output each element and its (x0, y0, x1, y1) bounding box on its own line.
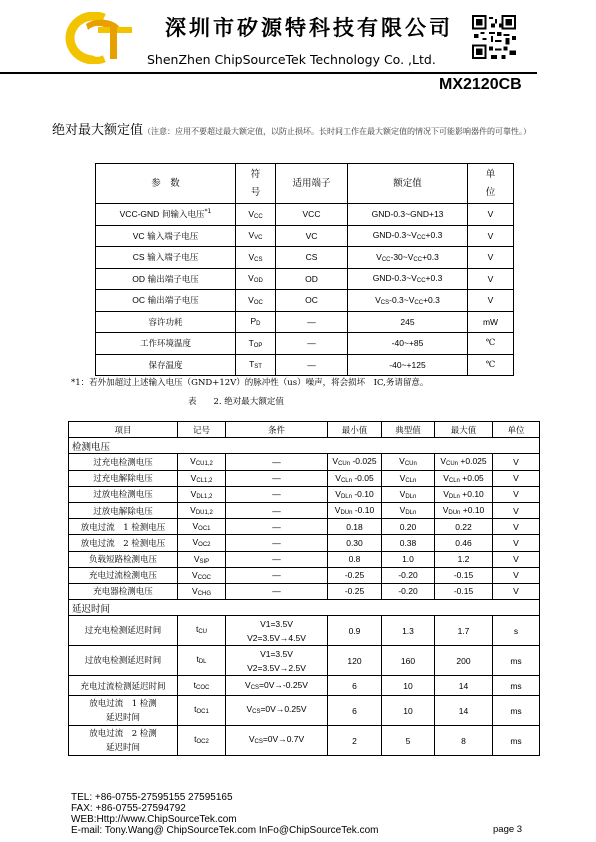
rating-cell: GND-0.3~GND+13 (348, 204, 468, 226)
footer-tel: TEL: +86-0755-27595155 27595165 (71, 792, 233, 803)
pin-cell: — (276, 311, 348, 333)
min-cell: 2 (328, 726, 382, 756)
section-row (69, 438, 540, 454)
header-item: 项目 (69, 422, 178, 438)
table-header-row (96, 164, 514, 204)
table-row (96, 204, 514, 226)
table-row (69, 551, 540, 567)
table-row (69, 535, 540, 551)
rating-cell: $V_{CC}-30\sim V_{CC}+0.3$ (348, 247, 468, 269)
unit-cell: V (493, 535, 540, 551)
table-row (69, 470, 540, 486)
min-cell: 0.9 (328, 616, 382, 646)
table-row (96, 333, 514, 355)
detect-voltage-rows (69, 454, 540, 600)
max-cell: -0.15 (435, 583, 493, 599)
param-cell: 容许功耗 (96, 311, 236, 333)
rating-cell: -40~+85 (348, 333, 468, 355)
condition-cell: $V_{CS}=0V\to-0.25V$ (226, 676, 328, 696)
footer-fax: FAX: +86-0755-27594792 (71, 803, 186, 814)
typ-cell: 1.3 (382, 616, 435, 646)
item-cell: 放电过流 2 检测 延迟时间 (69, 726, 178, 756)
unit-cell: ms (493, 646, 540, 676)
unit-cell: V (493, 583, 540, 599)
condition-cell: — (226, 519, 328, 535)
symbol-cell: $V_{OC2}$ (178, 535, 226, 551)
unit-cell: V (468, 247, 514, 269)
symbol-cell: $V_{CU1,2}$ (178, 454, 226, 470)
unit-cell: V (493, 551, 540, 567)
param-cell: 保存温度 (96, 354, 236, 376)
header-typ: 典型值 (382, 422, 435, 438)
table-row (69, 567, 540, 583)
min-cell: $V_{DLn}$ -0.10 (328, 486, 382, 502)
symbol-cell: $V_{CC}$ (236, 204, 276, 226)
footnote: *1：若外加超过上述输入电压（GND+12V）的脉冲性（us）噪声，将会损坏 IC,务请留意。 (71, 378, 429, 388)
min-cell: 0.30 (328, 535, 382, 551)
footer-email[interactable]: E-mail: Tony.Wang@ ChipSourceTek.com InFo@ChipSourceTek.com (71, 825, 379, 836)
param-cell: CS 输入端子电压 (96, 247, 236, 269)
symbol-cell: $t_{OC1}$ (178, 696, 226, 726)
pin-cell: — (276, 333, 348, 355)
rating-cell: 245 (348, 311, 468, 333)
typ-cell: $V_{DLn}$ (382, 502, 435, 518)
pin-cell: VCC (276, 204, 348, 226)
rating-cell: GND-$0.3\sim V_{CC}+0.3$ (348, 268, 468, 290)
pin-cell: OC (276, 290, 348, 312)
typ-cell: 0.38 (382, 535, 435, 551)
header-max: 最大值 (435, 422, 493, 438)
typ-cell: -0.20 (382, 567, 435, 583)
unit-cell: V (468, 290, 514, 312)
item-cell: 过充电解除电压 (69, 470, 178, 486)
pin-cell: — (276, 354, 348, 376)
header-unit: 单位 (493, 422, 540, 438)
unit-cell: V (468, 268, 514, 290)
symbol-cell: $T_{OP}$ (236, 333, 276, 355)
typ-cell: 10 (382, 676, 435, 696)
condition-cell: $V_{CS}=0V\to 0.25V$ (226, 696, 328, 726)
unit-cell: V (493, 454, 540, 470)
param-cell: OC 输出端子电压 (96, 290, 236, 312)
unit-cell: V (468, 204, 514, 226)
condition-cell: $V_{CS}=0V\to 0.7V$ (226, 726, 328, 756)
min-cell: $V_{DUn}$ -0.10 (328, 502, 382, 518)
section-title (52, 119, 532, 141)
max-cell: 14 (435, 676, 493, 696)
condition-cell: — (226, 486, 328, 502)
item-cell: 过放电检测延迟时间 (69, 646, 178, 676)
table-row (69, 676, 540, 696)
abs-max-title: 绝对最大额定值 (52, 123, 144, 138)
table-row (96, 225, 514, 247)
table-header-row (69, 422, 540, 438)
table-row (96, 247, 514, 269)
min-cell: -0.25 (328, 583, 382, 599)
pin-cell: CS (276, 247, 348, 269)
symbol-cell: $V_{OC1}$ (178, 519, 226, 535)
footer-web[interactable]: WEB:Http://www.ChipSourceTek.com (71, 814, 237, 825)
max-cell: 1.2 (435, 551, 493, 567)
typ-cell: $V_{DLn}$ (382, 486, 435, 502)
min-cell: -0.25 (328, 567, 382, 583)
unit-cell: V (493, 502, 540, 518)
section-row (69, 600, 540, 616)
symbol-cell: $V_{CL1,2}$ (178, 470, 226, 486)
param-cell: VCC-GND 间输入电压$^{*1}$ (96, 204, 236, 226)
item-cell: 放电过流 2 检测电压 (69, 535, 178, 551)
typ-cell: 160 (382, 646, 435, 676)
abs-max-note: （注意：应用不要超过最大额定值，以防止损坏。长时间工作在最大额定值的情况下可能影响器件的可靠性。） (143, 127, 532, 136)
item-cell: 充电过流检测电压 (69, 567, 178, 583)
symbol-cell: $V_{COC}$ (178, 567, 226, 583)
symbol-cell: $V_{VC}$ (236, 225, 276, 247)
table-row (69, 502, 540, 518)
unit-cell: V (493, 519, 540, 535)
condition-cell: — (226, 567, 328, 583)
condition-cell: — (226, 454, 328, 470)
min-cell: 6 (328, 696, 382, 726)
max-cell: 1.7 (435, 616, 493, 646)
symbol-cell: $V_{DU1,2}$ (178, 502, 226, 518)
typ-cell: $V_{CLn}$ (382, 470, 435, 486)
symbol-cell: $V_{OD}$ (236, 268, 276, 290)
unit-cell: ms (493, 676, 540, 696)
company-name-cn: 深圳市矽源特科技有限公司 (165, 15, 453, 40)
table-row (69, 616, 540, 646)
item-cell: 放电过流 1 检测电压 (69, 519, 178, 535)
pin-cell: VC (276, 225, 348, 247)
item-cell: 过充电检测电压 (69, 454, 178, 470)
condition-cell: V1=3.5V V2=3.5V→2.5V (226, 646, 328, 676)
unit-cell: V (468, 225, 514, 247)
min-cell: 0.18 (328, 519, 382, 535)
typ-cell: -0.20 (382, 583, 435, 599)
symbol-cell: $t_{DL}$ (178, 646, 226, 676)
table-row (96, 268, 514, 290)
item-cell: 过放电检测电压 (69, 486, 178, 502)
param-cell: VC 输入端子电压 (96, 225, 236, 247)
symbol-cell: $t_{OC2}$ (178, 726, 226, 756)
min-cell: 6 (328, 676, 382, 696)
typ-cell: 0.20 (382, 519, 435, 535)
unit-cell: ms (493, 696, 540, 726)
max-cell: 0.46 (435, 535, 493, 551)
header-unit: 单 位 (468, 164, 514, 204)
unit-cell: ms (493, 726, 540, 756)
pin-cell: OD (276, 268, 348, 290)
symbol-cell: $V_{OC}$ (236, 290, 276, 312)
rating-cell: $V_{CS}-0.3\sim V_{CC}+0.3$ (348, 290, 468, 312)
typ-cell: 10 (382, 696, 435, 726)
header-param: 参 数 (96, 164, 236, 204)
table-row (96, 311, 514, 333)
section-delay-time: 延迟时间 (69, 600, 540, 616)
table-row (69, 454, 540, 470)
unit-cell: mW (468, 311, 514, 333)
rating-cell: GND-$0.3\sim V_{CC}+0.3$ (348, 225, 468, 247)
max-cell: $V_{CLn} +0.05$ (435, 470, 493, 486)
unit-cell: s (493, 616, 540, 646)
symbol-cell: $V_{DL1,2}$ (178, 486, 226, 502)
min-cell: 0.8 (328, 551, 382, 567)
header-condition: 条件 (226, 422, 328, 438)
table-row (69, 696, 540, 726)
model-number: MX2120CB (439, 76, 522, 93)
symbol-cell: $P_D$ (236, 311, 276, 333)
symbol-cell: $t_{COC}$ (178, 676, 226, 696)
header-symbol: 符 号 (236, 164, 276, 204)
table-row (69, 726, 540, 756)
max-cell: 14 (435, 696, 493, 726)
condition-cell: V1=3.5V V2=3.5V→4.5V (226, 616, 328, 646)
symbol-cell: $V_{CS}$ (236, 247, 276, 269)
unit-cell: ℃ (468, 354, 514, 376)
condition-cell: — (226, 470, 328, 486)
unit-cell: V (493, 567, 540, 583)
item-cell: 放电过流 1 检测 延迟时间 (69, 696, 178, 726)
item-cell: 充电过流检测延迟时间 (69, 676, 178, 696)
abs-max-table (95, 163, 514, 376)
max-cell: 0.22 (435, 519, 493, 535)
max-cell: $V_{DUn} +0.10$ (435, 502, 493, 518)
table-caption: 表 2. 绝对最大额定值 (188, 397, 284, 407)
typ-cell: $V_{CUn}$ (382, 454, 435, 470)
max-cell: 200 (435, 646, 493, 676)
header-pin: 适用端子 (276, 164, 348, 204)
max-cell: -0.15 (435, 567, 493, 583)
unit-cell: ℃ (468, 333, 514, 355)
param-cell: 工作环境温度 (96, 333, 236, 355)
symbol-cell: $t_{CU}$ (178, 616, 226, 646)
unit-cell: V (493, 470, 540, 486)
min-cell: 120 (328, 646, 382, 676)
condition-cell: — (226, 502, 328, 518)
max-cell: 8 (435, 726, 493, 756)
item-cell: 负载短路检测电压 (69, 551, 178, 567)
company-name-en: ShenZhen ChipSourceTek Technology Co. ,Ltd. (147, 52, 436, 67)
header-symbol: 记号 (178, 422, 226, 438)
param-cell: OD 输出端子电压 (96, 268, 236, 290)
unit-cell: V (493, 486, 540, 502)
company-logo (64, 12, 134, 64)
page-number: page 3 (493, 824, 523, 835)
max-cell: $V_{CUn} +0.025$ (435, 454, 493, 470)
symbol-cell: $T_{ST}$ (236, 354, 276, 376)
min-cell: $V_{CUn}$ -0.025 (328, 454, 382, 470)
header-rating: 额定值 (348, 164, 468, 204)
item-cell: 过放电解除电压 (69, 502, 178, 518)
qr-code-icon (472, 15, 516, 59)
contact-info (71, 792, 378, 836)
condition-cell: — (226, 551, 328, 567)
typ-cell: 1.0 (382, 551, 435, 567)
table-row (69, 519, 540, 535)
symbol-cell: $V_{SIP}$ (178, 551, 226, 567)
section-detect-voltage: 检测电压 (69, 438, 540, 454)
condition-cell: — (226, 583, 328, 599)
symbol-cell: $V_{CHG}$ (178, 583, 226, 599)
header-divider (0, 72, 537, 74)
condition-cell: — (226, 535, 328, 551)
item-cell: 过充电检测延迟时间 (69, 616, 178, 646)
header-min: 最小值 (328, 422, 382, 438)
electrical-table (68, 421, 540, 756)
rating-cell: -40~+125 (348, 354, 468, 376)
min-cell: $V_{CLn}$ -0.05 (328, 470, 382, 486)
table-row (96, 290, 514, 312)
table-row (69, 646, 540, 676)
table-row (69, 583, 540, 599)
typ-cell: 5 (382, 726, 435, 756)
table-row (69, 486, 540, 502)
table-row (96, 354, 514, 376)
item-cell: 充电器检测电压 (69, 583, 178, 599)
max-cell: $V_{DLn} +0.10$ (435, 486, 493, 502)
